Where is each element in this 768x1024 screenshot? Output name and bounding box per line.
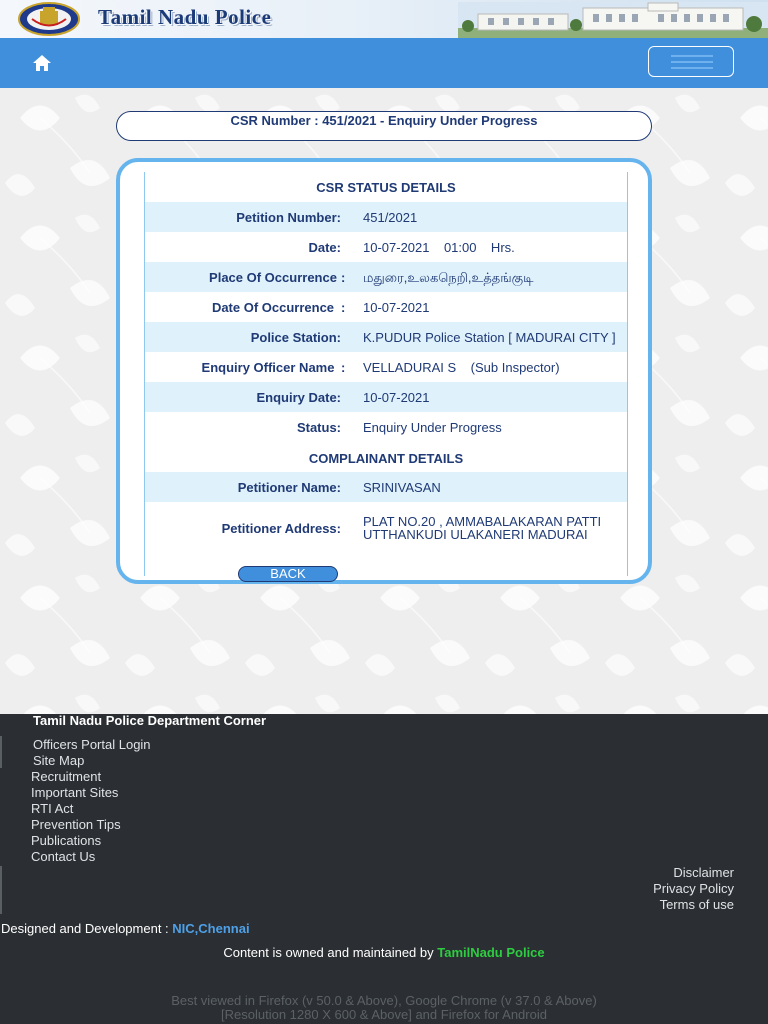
detail-value: K.PUDUR Police Station [ MADURAI CITY ] (363, 329, 616, 345)
site-banner (0, 0, 768, 38)
hamburger-menu-button[interactable] (648, 46, 734, 77)
detail-row-petitioner-name (145, 472, 627, 502)
csr-status-card (116, 158, 652, 584)
footer-link-publications[interactable]: Publications (31, 833, 102, 848)
footer-divider (0, 736, 2, 768)
detail-value: Enquiry Under Progress (363, 419, 502, 435)
detail-label: Place Of Occurrence (209, 269, 337, 285)
detail-row-status (145, 412, 627, 442)
back-button[interactable]: BACK (238, 566, 338, 582)
footer-link-prevention-tips[interactable]: Prevention Tips (31, 817, 121, 832)
detail-row-date (145, 232, 627, 262)
footer-link-terms-of-use[interactable]: Terms of use (659, 897, 734, 912)
detail-label: Petition Number: (236, 209, 341, 225)
content-owned-text (0, 945, 768, 960)
detail-row-petitioner-address (145, 500, 627, 556)
nic-link[interactable]: NIC (172, 921, 195, 936)
detail-label: Date: (308, 239, 341, 255)
detail-value: 10-07-2021 (363, 389, 430, 405)
detail-colon: : (341, 299, 346, 315)
detail-row-place-of-occurrence (145, 262, 627, 292)
detail-label: Status: (296, 419, 341, 435)
designed-by-text (1, 921, 250, 936)
detail-label: Petitioner Address: (221, 520, 341, 536)
footer-title: Tamil Nadu Police Department Corner (33, 713, 267, 728)
best-viewed-line-1: Best viewed in Firefox (v 50.0 & Above), Google Chrome (v 37.0 & Above) (171, 993, 597, 1008)
site-footer (0, 714, 768, 1024)
detail-row-petition-number (145, 202, 627, 232)
detail-value: 451/2021 (363, 209, 418, 225)
headquarters-building-image (458, 2, 768, 38)
detail-value: PLAT NO.20 , AMMABALAKARAN PATTI UTTHANKUDI ULAKANERI MADURAI (363, 514, 602, 542)
footer-link-contact-us[interactable]: Contact Us (31, 849, 96, 864)
footer-link-rti-act[interactable]: RTI Act (31, 801, 74, 816)
complainant-details-heading: COMPLAINANT DETAILS (308, 451, 464, 466)
detail-value: 10-07-2021 01:00 Hrs. (363, 239, 515, 255)
footer-link-privacy-policy[interactable]: Privacy Policy (653, 881, 734, 896)
footer-divider (0, 866, 2, 914)
main-content (0, 88, 768, 714)
detail-row-enquiry-officer (145, 352, 627, 382)
detail-value: SRINIVASAN (363, 479, 441, 495)
status-details-table (144, 172, 628, 581)
detail-label: Police Station: (250, 329, 341, 345)
detail-row-enquiry-date (145, 382, 627, 412)
top-navbar (0, 38, 768, 88)
footer-link-disclaimer[interactable]: Disclaimer (673, 865, 734, 880)
police-emblem-logo (18, 2, 80, 36)
csr-number-heading: CSR Number : 451/2021 - Enquiry Under Progress (116, 111, 652, 141)
home-icon[interactable] (32, 54, 52, 72)
detail-label: Enquiry Date: (256, 389, 341, 405)
detail-label: Enquiry Officer Name (201, 359, 335, 375)
hamburger-menu-icon (671, 55, 713, 57)
detail-value: VELLADURAI S (Sub Inspector) (363, 359, 560, 375)
chennai-link[interactable]: Chennai (198, 921, 250, 936)
detail-value: 10-07-2021 (363, 299, 430, 315)
best-viewed-note (0, 994, 768, 1022)
detail-value: மதுரை,உலகநெறி,உத்தங்குடி (363, 269, 534, 285)
status-details-heading: CSR STATUS DETAILS (316, 180, 456, 195)
best-viewed-line-2: [Resolution 1280 X 600 & Above] and Firefox for Android (221, 1007, 547, 1022)
detail-label: Petitioner Name: (237, 479, 341, 495)
site-title: Tamil Nadu Police (98, 5, 272, 29)
footer-link-important-sites[interactable]: Important Sites (31, 785, 119, 800)
designed-prefix: Designed and Development : (1, 921, 173, 936)
footer-link-officers-portal[interactable]: Officers Portal Login (33, 737, 151, 752)
detail-row-date-of-occurrence (145, 292, 627, 322)
detail-colon: : (341, 359, 346, 375)
tamilnadu-police-link[interactable]: TamilNadu Police (437, 945, 545, 960)
owned-prefix: Content is owned and maintained by (223, 945, 438, 960)
hamburger-menu-icon (671, 61, 713, 63)
detail-colon: : (341, 269, 346, 285)
footer-link-site-map[interactable]: Site Map (33, 753, 85, 768)
footer-link-recruitment[interactable]: Recruitment (31, 769, 102, 784)
designed-separator: , (194, 921, 199, 936)
hamburger-menu-icon (671, 67, 713, 69)
detail-row-police-station (145, 322, 627, 352)
detail-label: Date Of Occurrence (211, 299, 335, 315)
